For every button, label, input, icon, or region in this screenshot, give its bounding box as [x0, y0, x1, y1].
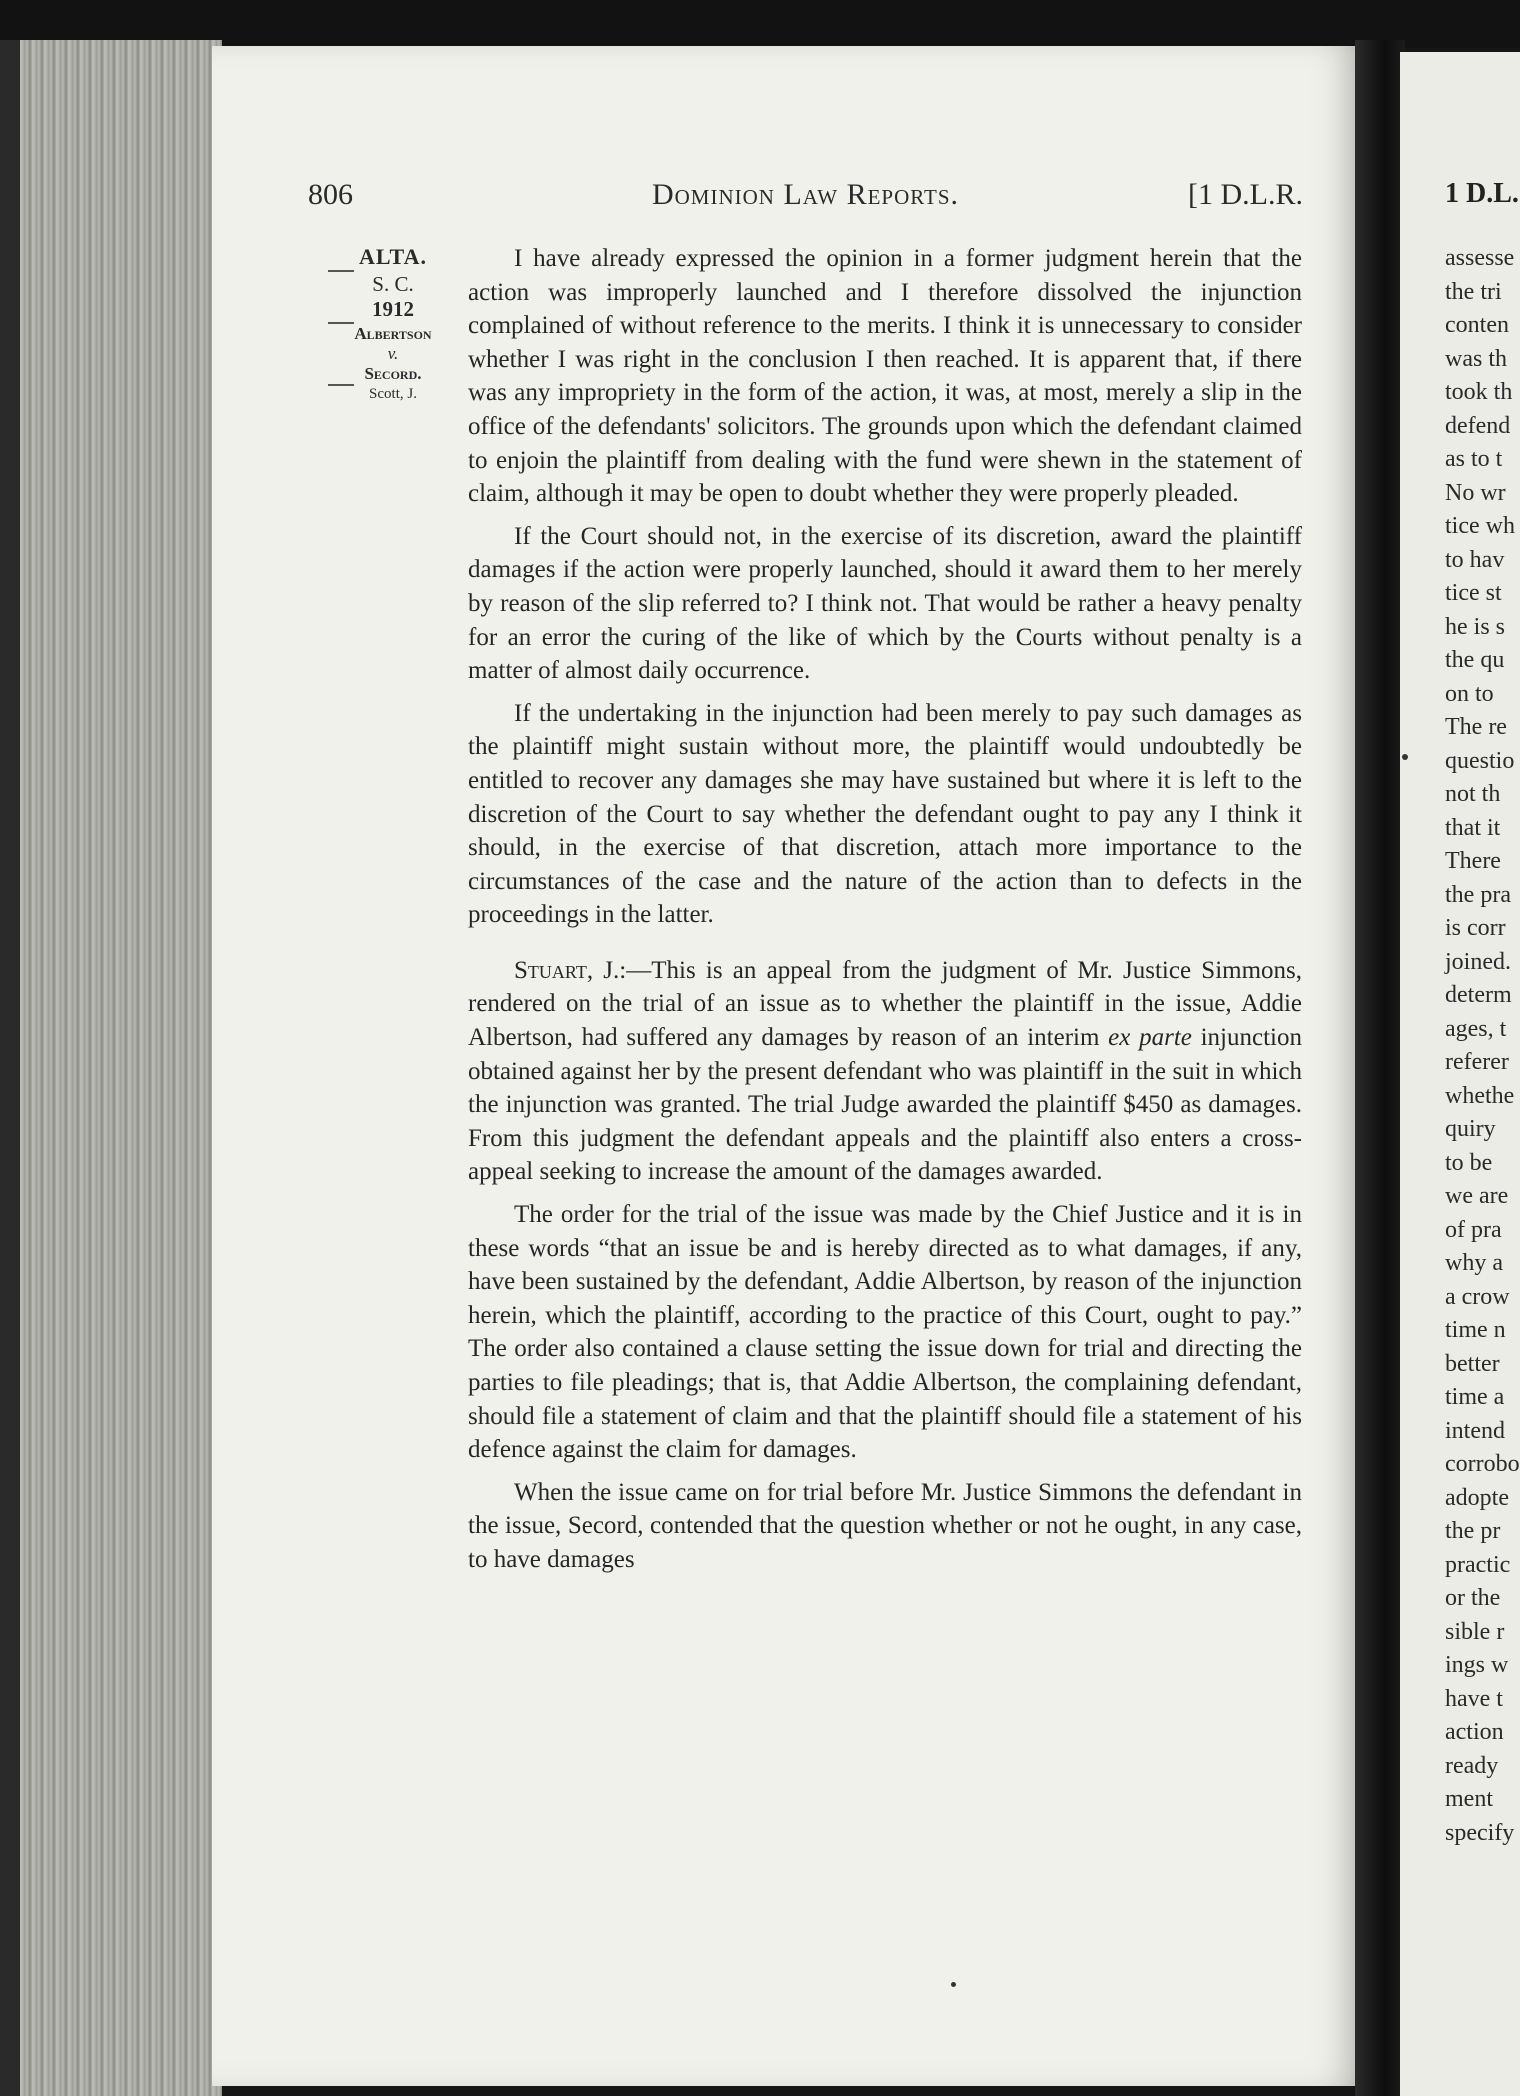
right-page-line: the pr: [1445, 1518, 1501, 1544]
scan-top-border: [0, 0, 1520, 48]
right-page-line: time n: [1445, 1317, 1506, 1343]
right-page-line: that it: [1445, 814, 1501, 841]
paragraph: If the Court should not, in the exercise of its discretion, award the plaintiff damages if the action were properly launched, should it award them to her merely by reason of the slip referred to? I think not. That would be rather a heavy penalty for an error the curing of the like of which by the Courts without penalty is a matter of almost daily occurrence.: [468, 522, 1302, 685]
right-page-line: to be: [1445, 1149, 1493, 1176]
right-page-line: tice wh: [1445, 513, 1515, 539]
right-page-line: have t: [1445, 1685, 1503, 1712]
running-title: Dominion Law Reports.: [651, 178, 960, 211]
right-page-line: the pra: [1445, 881, 1511, 908]
sidenote-party-1: Albertson: [354, 324, 432, 343]
right-page-line: is corr: [1445, 915, 1506, 941]
right-page-line: ment: [1445, 1786, 1493, 1812]
right-page-line: as to t: [1445, 446, 1503, 472]
right-page-line: specify: [1445, 1819, 1515, 1846]
right-page-line: or the: [1445, 1585, 1501, 1611]
book-edge-shadow: [0, 40, 20, 2096]
page-number: 806: [308, 178, 353, 211]
right-page-line: ages, t: [1445, 1015, 1507, 1042]
right-page-line: we are: [1445, 1183, 1509, 1209]
margin-sidenote: [328, 244, 458, 403]
ink-dot: [1402, 754, 1408, 760]
right-page-line: ings w: [1445, 1652, 1509, 1678]
paragraph: I have already expressed the opinion in a former judgment herein that the action was improperly launched and I therefore dissolved the injunction complained of without reference to the merits. I think it is unnecessary to consider whether I was right in the conclusion I then reached. It is apparent that, if there was any impropriety in the form of the action, it was, at most, merely a slip in the office of the defendants' solicitors. The grounds upon which the defendant claimed to enjoin the plaintiff from dealing with the fund were shewn in the statement of claim, although it may be open to doubt whether they were properly pleaded.: [468, 245, 1302, 508]
sidenote-judge: Scott, J.: [369, 386, 417, 402]
right-page-line: quiry: [1445, 1116, 1496, 1142]
right-page-line: defend: [1445, 412, 1511, 439]
right-page-line: time a: [1445, 1384, 1505, 1410]
right-page-line: the tri: [1445, 278, 1502, 305]
right-page-line: questio: [1445, 747, 1515, 774]
paragraph-text: injunction obtained against her by the present defendant who was plaintiff in the suit in which the injunction was granted. The trial Judge awarded the plaintiff $450 as damages. From this judgment the defendant appeals and the plaintiff also enters a cross-appeal seeking to increase the amount of the damages awarded.: [468, 1024, 1302, 1186]
paragraph: The order for the trial of the issue was made by the Chief Justice and it is in these words “that an issue be and is hereby directed as to what damages, if any, have been sustained by the defendant, Addie Albertson, by reason of the injunction herein, which the plaintiff, according to the practice of this Court, ought to pay.” The order also contained a clause setting the issue down for trial and directing the parties to file pleadings; that is, that Addie Albertson, the complaining defendant, should file a statement of claim and that the plaintiff should file a statement of his defence against the claim for damages.: [468, 1201, 1302, 1464]
right-page-line: tice st: [1445, 580, 1502, 606]
right-page-line: No wr: [1445, 479, 1506, 506]
right-page-line: better: [1445, 1350, 1500, 1377]
right-page-line: of pra: [1445, 1216, 1502, 1243]
sidenote-versus: v.: [387, 344, 399, 363]
right-page-line: assesse: [1445, 245, 1515, 271]
right-page-line: whethe: [1445, 1082, 1515, 1109]
right-page-line: ready: [1445, 1752, 1499, 1779]
right-page: [1400, 52, 1520, 2096]
right-page-line: to hav: [1445, 546, 1505, 573]
book-page-edges: [0, 40, 222, 2096]
volume-reference: [1 D.L.R.: [1188, 178, 1303, 211]
stuart-opinion-paragraph: [468, 954, 1302, 1189]
ink-dot: [951, 1982, 956, 1987]
right-page-line: was th: [1445, 345, 1507, 372]
sidenote-party-2: Secord.: [364, 364, 422, 383]
paragraph: When the issue came on for trial before Mr. Justice Simmons the defendant in the issue, Secord, contended that the question whether or not he ought, in any case, to have damages: [468, 1478, 1302, 1573]
sidenote-jurisdiction: ALTA.: [359, 244, 427, 269]
right-page-line: The re: [1445, 714, 1507, 740]
sidenote-year: 1912: [372, 297, 414, 321]
right-page-line: corrobo: [1445, 1451, 1520, 1477]
judgment-text: [468, 242, 1302, 1586]
right-page-line: adopte: [1445, 1484, 1509, 1511]
paragraph: If the undertaking in the injunction had been merely to pay such damages as the plaintiff might sustain without more, the plaintiff would undoubtedly be entitled to recover any damages she may have sustained but where it is left to the discretion of the Court to say whether the defendant ought to pay any I think it should, in the exercise of that discretion, attach more importance to the circumstances of the case and the nature of the action than to defects in the proceedings in the latter.: [468, 699, 1302, 929]
book-gutter: [1355, 40, 1405, 2096]
right-page-line: There: [1445, 848, 1501, 874]
latin-term: ex parte: [1108, 1024, 1192, 1052]
right-page-line: intend: [1445, 1417, 1505, 1444]
right-page-line: not th: [1445, 781, 1501, 807]
right-page-line: he is s: [1445, 613, 1505, 640]
right-page-line: joined.: [1445, 948, 1511, 975]
right-page-line: took th: [1445, 379, 1513, 405]
page-header: [308, 178, 1303, 218]
judge-name: Stuart, J.: [514, 956, 620, 984]
paragraph-text: :—This is an appeal from the judgment of Mr. Justice Simmons, rendered on the trial of an issue as to whether the plaintiff in the issue, Addie Albertson, had suffered any damages by reason of an interim: [468, 956, 1303, 1052]
right-page-line: determ: [1445, 982, 1512, 1008]
right-page-line: on to: [1445, 680, 1494, 707]
right-page-line: conten: [1445, 312, 1509, 338]
right-page-line: practic: [1445, 1551, 1511, 1578]
right-page-line: the qu: [1445, 647, 1505, 673]
right-page-line: why a: [1445, 1250, 1503, 1276]
right-page-line: a crow: [1445, 1283, 1510, 1310]
right-page-text: [1445, 242, 1520, 1850]
right-page-line: sible r: [1445, 1618, 1505, 1645]
right-page-line: action: [1445, 1719, 1504, 1745]
sidenote-court: S. C.: [372, 272, 414, 296]
right-page-line: referer: [1445, 1049, 1509, 1075]
right-page-header: 1 D.L.: [1445, 178, 1519, 209]
